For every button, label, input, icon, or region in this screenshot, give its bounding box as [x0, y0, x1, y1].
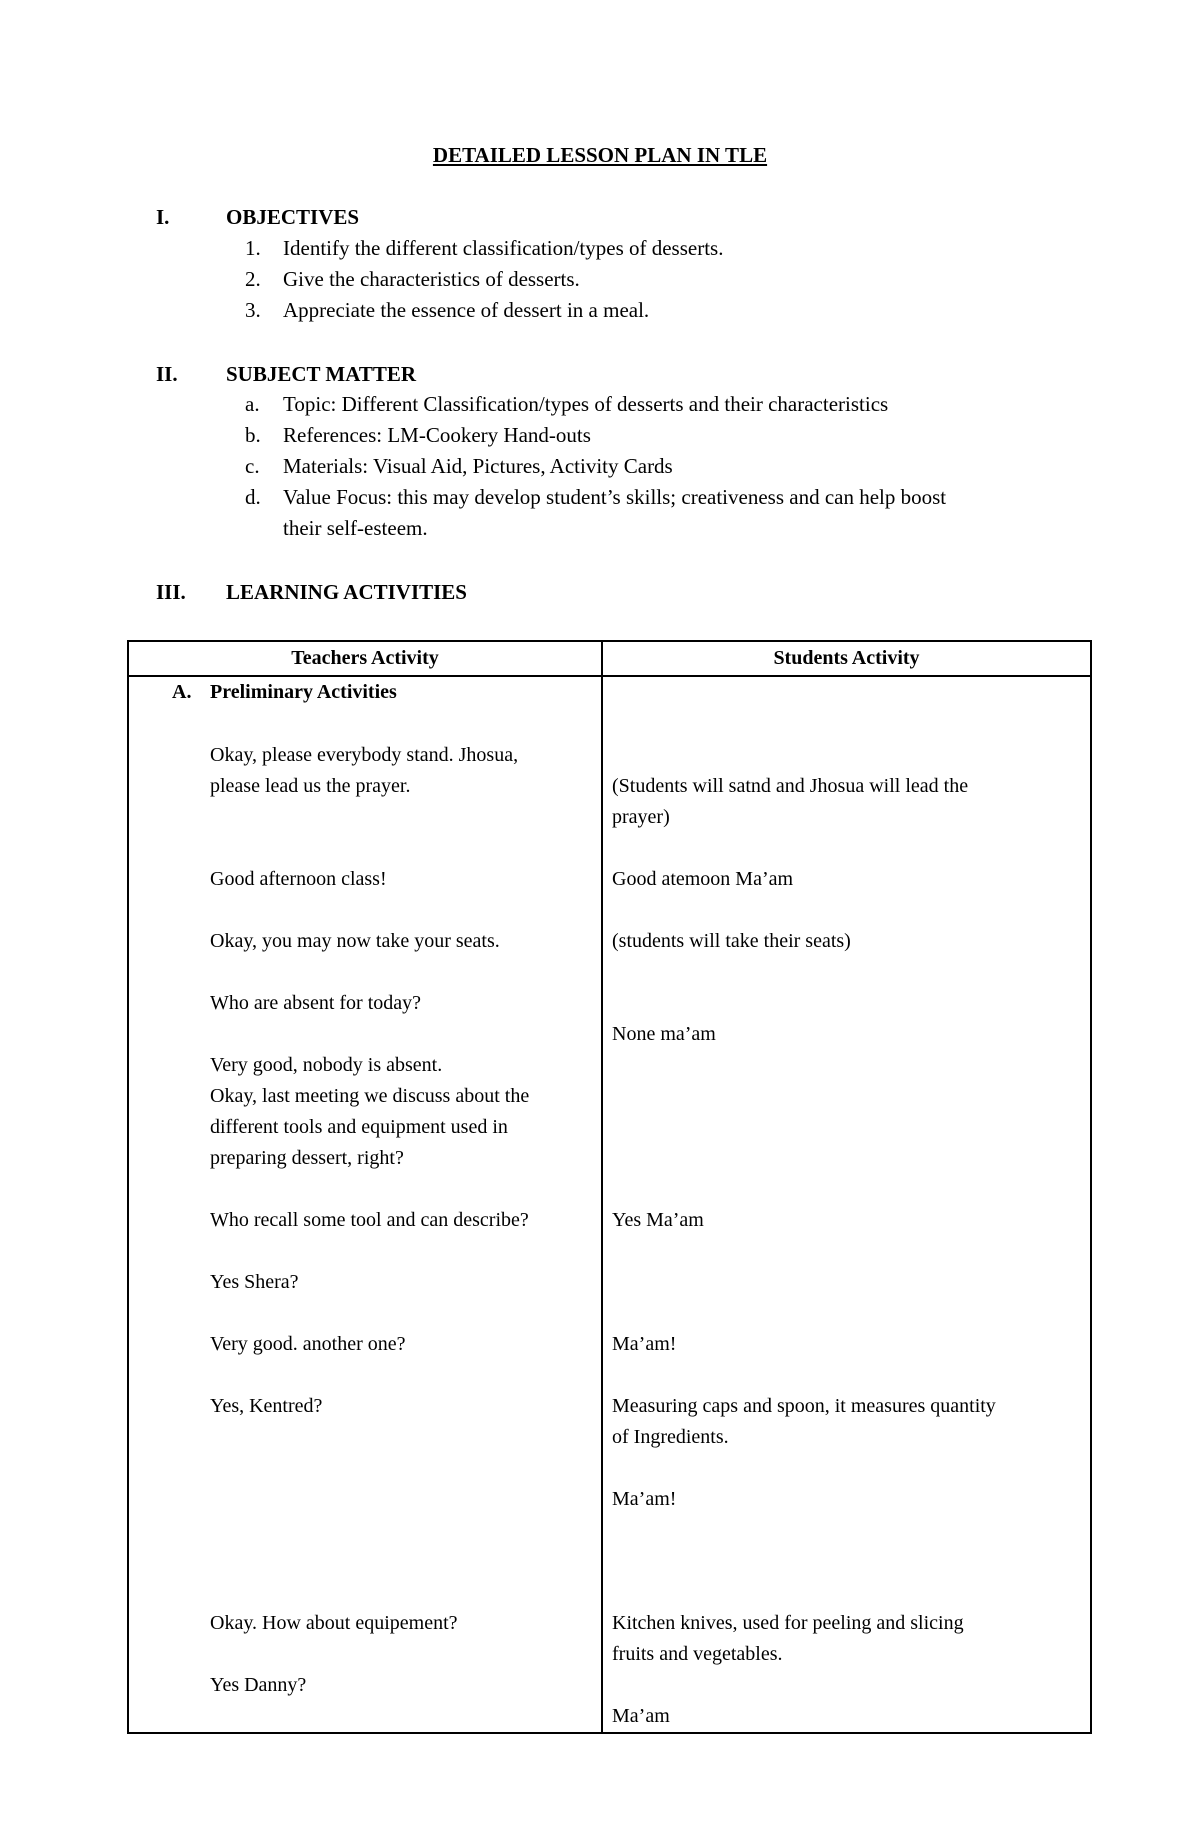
teachers-activity-cell [128, 676, 602, 1733]
list-marker: 2. [245, 267, 261, 291]
student-line: Good atemoon Ma’am [612, 868, 794, 890]
teacher-line: preparing dessert, right? [210, 1147, 404, 1169]
teacher-line: Very good, nobody is absent. [210, 1054, 443, 1076]
students-activity-cell [602, 676, 1091, 1733]
section-title: LEARNING ACTIVITIES [226, 580, 467, 604]
learning-activities-table [127, 640, 1092, 1734]
teacher-line: Okay. How about equipement? [210, 1612, 458, 1634]
teacher-line: Who recall some tool and can describe? [210, 1209, 529, 1231]
list-text: References: LM-Cookery Hand-outs [283, 423, 591, 447]
list-text: Give the characteristics of desserts. [283, 267, 580, 291]
list-marker: b. [245, 423, 261, 447]
teacher-line: different tools and equipment used in [210, 1116, 508, 1138]
student-line: Measuring caps and spoon, it measures quantity [612, 1395, 996, 1417]
section-numeral: II. [156, 362, 178, 386]
students-activity-header: Students Activity [602, 641, 1091, 676]
teacher-line: Okay, last meeting we discuss about the [210, 1085, 530, 1107]
student-line: (students will take their seats) [612, 930, 851, 952]
student-line: Ma’am! [612, 1488, 677, 1510]
list-marker: a. [245, 392, 260, 416]
table-row [128, 676, 1091, 1733]
teachers-activity-header: Teachers Activity [128, 641, 602, 676]
teacher-line: Who are absent for today? [210, 992, 422, 1014]
teacher-line: Okay, you may now take your seats. [210, 930, 500, 952]
section-numeral: III. [156, 580, 186, 604]
list-marker: c. [245, 454, 260, 478]
student-line: Kitchen knives, used for peeling and slicing [612, 1612, 964, 1634]
list-marker: d. [245, 485, 261, 509]
list-text: Topic: Different Classification/types of desserts and their characteristics [283, 392, 889, 416]
list-marker: 1. [245, 236, 261, 260]
list-text: their self-esteem. [283, 516, 428, 540]
list-text: Value Focus: this may develop student’s skills; creativeness and can help boost [283, 485, 947, 509]
teacher-line: Yes Danny? [210, 1674, 307, 1696]
teacher-line: Yes Shera? [210, 1271, 299, 1293]
list-marker: 3. [245, 298, 261, 322]
section-title: OBJECTIVES [226, 205, 360, 229]
list-text: Identify the different classification/types of desserts. [283, 236, 724, 260]
teacher-line: Yes, Kentred? [210, 1395, 323, 1417]
student-line: Yes Ma’am [612, 1209, 704, 1231]
document-title: DETAILED LESSON PLAN IN TLE [432, 143, 768, 167]
section-title: SUBJECT MATTER [226, 362, 417, 386]
teacher-line: Okay, please everybody stand. Jhosua, [210, 744, 519, 766]
table-header-row [128, 641, 1091, 676]
teacher-line: please lead us the prayer. [210, 775, 411, 797]
student-line: (Students will satnd and Jhosua will lead the [612, 775, 969, 797]
student-line: Ma’am! [612, 1333, 677, 1355]
student-line: of Ingredients. [612, 1426, 729, 1448]
subsection-title: Preliminary Activities [210, 681, 397, 703]
subsection-letter: A. [172, 681, 192, 703]
teacher-line: Good afternoon class! [210, 868, 387, 890]
student-line: Ma’am [612, 1705, 670, 1727]
student-line: None ma’am [612, 1023, 716, 1045]
teacher-line: Very good. another one? [210, 1333, 406, 1355]
section-numeral: I. [156, 205, 170, 229]
list-text: Appreciate the essence of dessert in a meal. [283, 298, 650, 322]
list-text: Materials: Visual Aid, Pictures, Activity Cards [283, 454, 673, 478]
student-line: fruits and vegetables. [612, 1643, 783, 1665]
student-line: prayer) [612, 806, 670, 828]
